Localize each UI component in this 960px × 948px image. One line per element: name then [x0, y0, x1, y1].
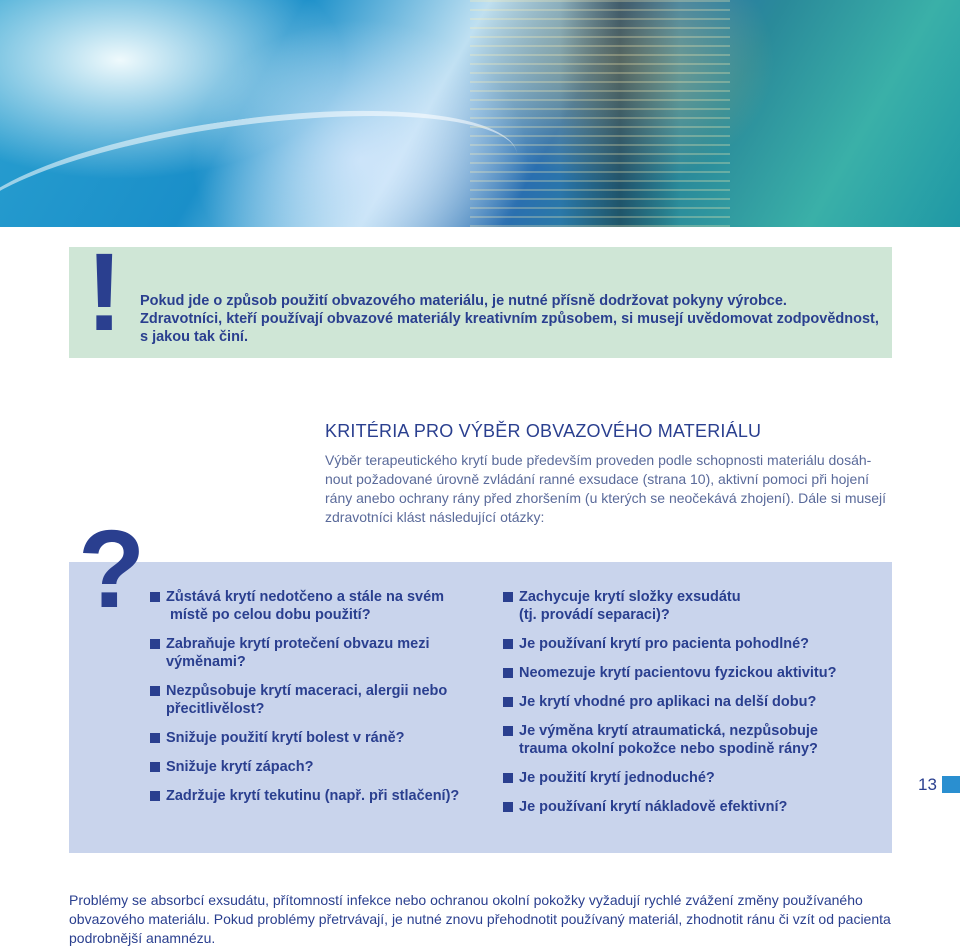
- square-bullet-icon: [503, 592, 513, 602]
- footer-text: [69, 891, 909, 948]
- square-bullet-icon: [503, 773, 513, 783]
- question-line: Snižuje krytí zápach?: [166, 759, 314, 775]
- square-bullet-icon: [150, 592, 160, 602]
- banner-light-wave: [0, 82, 527, 227]
- square-bullet-icon: [503, 668, 513, 678]
- footer-line: Problémy se absorbcí exsudátu, přítomností infekce nebo ochranou okolní pokožky vyžadují rychlé zvážení změny používaného: [69, 892, 863, 908]
- intro-line: nout požadované úrovně zvládání ranné exsudace (strana 10), aktivní pomoci při hojení: [325, 471, 870, 487]
- question-item: [503, 798, 873, 816]
- banner-stripes: [470, 0, 730, 227]
- exclamation-icon: !: [86, 231, 123, 354]
- square-bullet-icon: [503, 639, 513, 649]
- square-bullet-icon: [503, 726, 513, 736]
- question-line: Je používaní krytí pro pacienta pohodlné?: [519, 636, 810, 652]
- question-line: Je výměna krytí atraumatická, nezpůsobuje: [519, 723, 818, 739]
- square-bullet-icon: [503, 802, 513, 812]
- question-line: přecitlivělost?: [166, 701, 265, 717]
- question-item: [503, 722, 873, 758]
- question-line: výměnami?: [166, 654, 246, 670]
- intro-line: Výběr terapeutického krytí bude především proveden podle schopnosti materiálu dosáh-: [325, 452, 872, 468]
- question-line: Zabraňuje krytí protečení obvazu mezi: [166, 636, 430, 652]
- questions-left-column: [150, 588, 470, 816]
- question-line: Nezpůsobuje krytí maceraci, alergii nebo: [166, 683, 448, 699]
- header-banner-image: [0, 0, 960, 227]
- question-item: [150, 729, 470, 747]
- question-item: [503, 769, 873, 787]
- question-line: Je používaní krytí nákladově efektivní?: [519, 799, 788, 815]
- page-number: 13: [918, 775, 937, 794]
- square-bullet-icon: [150, 762, 160, 772]
- question-line: Zůstává krytí nedotčeno a stále na svém: [166, 589, 445, 605]
- question-item: [150, 758, 470, 776]
- intro-line: rány anebo ochrany rány před zhoršením (u kterých se neočekává zhojení). Dále si musejí: [325, 490, 887, 506]
- page-marker-square: [942, 776, 960, 793]
- question-line: Neomezuje krytí pacientovu fyzickou aktivitu?: [519, 665, 837, 681]
- question-line: Je krytí vhodné pro aplikaci na delší dobu?: [519, 694, 817, 710]
- footer-line: podrobnější anamnézu.: [69, 930, 216, 946]
- question-line: Zadržuje krytí tekutinu (např. při stlačení)?: [166, 788, 460, 804]
- question-item: [150, 787, 470, 805]
- question-line: Zachycuje krytí složky exsudátu: [519, 589, 741, 605]
- square-bullet-icon: [150, 733, 160, 743]
- square-bullet-icon: [150, 686, 160, 696]
- square-bullet-icon: [150, 791, 160, 801]
- intro-line: zdravotníci klást následující otázky:: [325, 509, 545, 525]
- square-bullet-icon: [503, 697, 513, 707]
- question-item: [150, 682, 470, 718]
- footer-line: obvazového materiálu. Pokud problémy přetrvávají, je nutné znovu přehodnotit používaný materiál, zhodnotit ránu či vzít od pacienta: [69, 911, 891, 927]
- question-mark-icon: ?: [78, 508, 146, 631]
- questions-right-column: [503, 588, 873, 827]
- question-line: místě po celou dobu použití?: [170, 607, 371, 623]
- question-item: [503, 588, 873, 624]
- question-item: [503, 693, 873, 711]
- question-line: Je použití krytí jednoduché?: [519, 770, 715, 786]
- warning-text: [140, 292, 880, 346]
- question-item: [503, 664, 873, 682]
- question-item: [150, 635, 470, 671]
- section-title: KRITÉRIA PRO VÝBĚR OBVAZOVÉHO MATERIÁLU: [325, 421, 762, 441]
- question-line: (tj. provádí separaci)?: [519, 607, 670, 623]
- warning-line: Pokud jde o způsob použití obvazového materiálu, je nutné přísně dodržovat pokyny výrobce.: [140, 293, 787, 309]
- question-item: [503, 635, 873, 653]
- square-bullet-icon: [150, 639, 160, 649]
- warning-line: s jakou tak činí.: [140, 329, 248, 345]
- section-intro: [325, 451, 895, 527]
- question-line: trauma okolní pokožce nebo spodině rány?: [519, 741, 818, 757]
- warning-line: Zdravotníci, kteří používají obvazové materiály kreativním způsobem, si musejí uvědomovat zodpovědnost,: [140, 311, 879, 327]
- question-item: [150, 588, 470, 624]
- question-line: Snižuje použití krytí bolest v ráně?: [166, 730, 405, 746]
